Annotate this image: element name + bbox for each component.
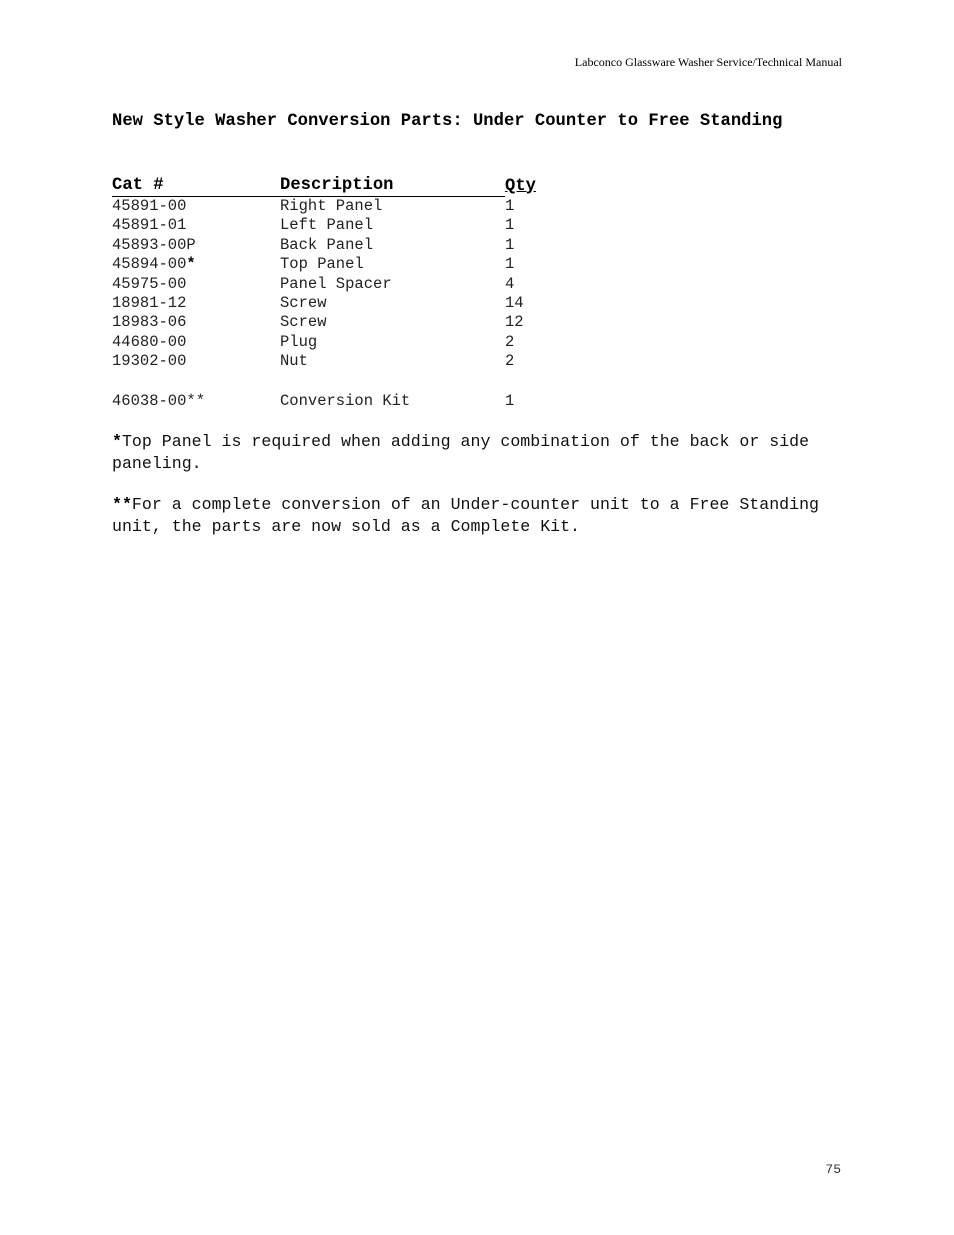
description: Right Panel xyxy=(280,197,383,215)
description: Top Panel xyxy=(280,255,364,274)
description: Screw xyxy=(280,313,327,332)
table-row xyxy=(112,275,545,294)
description: Left Panel xyxy=(280,216,374,235)
description: Panel Spacer xyxy=(280,274,392,293)
kit-row xyxy=(112,392,545,411)
footnote-text: For a complete conversion of an Under-counter unit to a Free Standing unit, the parts are now sold as a Complete Kit. xyxy=(112,495,820,536)
cat-number-text: 45893-00P xyxy=(112,235,196,254)
column-header-description: Description xyxy=(280,175,505,197)
quantity: 1 xyxy=(505,255,515,274)
column-header-cat: Cat # xyxy=(112,175,280,197)
column-header-qty xyxy=(505,175,545,197)
quantity: 1 xyxy=(505,196,515,215)
quantity: 1 xyxy=(505,235,515,254)
quantity: 2 xyxy=(505,332,515,351)
cat-number xyxy=(112,275,280,294)
footnote-top-panel xyxy=(112,431,832,475)
page-number: 75 xyxy=(825,1162,841,1177)
table-row xyxy=(112,313,545,332)
table-row xyxy=(112,236,545,255)
cat-number-text: 44680-00 xyxy=(112,332,187,351)
footnote-marker: * xyxy=(112,432,122,451)
quantity: 4 xyxy=(505,274,515,293)
section-title: New Style Washer Conversion Parts: Under Counter to Free Standing xyxy=(112,112,783,131)
quantity: 1 xyxy=(505,216,515,235)
kit-quantity: 1 xyxy=(505,391,515,410)
cat-number xyxy=(112,216,280,235)
footnote-conversion-kit xyxy=(112,494,832,538)
cat-number-text: 45894-00 xyxy=(112,255,187,274)
quantity: 14 xyxy=(505,294,524,313)
table-row xyxy=(112,294,545,313)
kit-description: Conversion Kit xyxy=(280,391,411,410)
quantity: 12 xyxy=(505,313,524,332)
cat-number-text: 45891-01 xyxy=(112,216,187,235)
description: Screw xyxy=(280,294,327,313)
footnote-text: Top Panel is required when adding any combination of the back or side paneling. xyxy=(112,432,810,473)
cat-number-text: 18983-06 xyxy=(112,313,187,332)
cat-number-text: 45975-00 xyxy=(112,274,187,293)
cat-number xyxy=(112,294,280,313)
footnote-marker: ** xyxy=(112,495,132,514)
cat-number xyxy=(112,236,280,255)
cat-number xyxy=(112,255,280,274)
cat-number-text: 45891-00 xyxy=(112,197,187,215)
cat-number-text: 19302-00 xyxy=(112,352,187,371)
running-header: Labconco Glassware Washer Service/Technical Manual xyxy=(574,55,842,69)
table-header-row xyxy=(112,175,545,197)
table-row xyxy=(112,333,545,352)
parts-table xyxy=(112,175,545,411)
cat-number xyxy=(112,197,280,217)
cat-number xyxy=(112,333,280,352)
table-row xyxy=(112,197,545,217)
quantity: 2 xyxy=(505,352,515,371)
description: Plug xyxy=(280,332,318,351)
table-row xyxy=(112,255,545,274)
column-header-qty-label: Qty xyxy=(505,176,536,196)
kit-cat-number: 46038-00** xyxy=(112,391,206,410)
cat-number-text: 18981-12 xyxy=(112,294,187,313)
description: Nut xyxy=(280,352,308,371)
cat-number xyxy=(112,313,280,332)
cat-number xyxy=(112,352,280,371)
table-row xyxy=(112,216,545,235)
table-spacer-row xyxy=(112,372,545,392)
table-row xyxy=(112,352,545,371)
cat-mark: * xyxy=(186,255,196,274)
description: Back Panel xyxy=(280,235,374,254)
